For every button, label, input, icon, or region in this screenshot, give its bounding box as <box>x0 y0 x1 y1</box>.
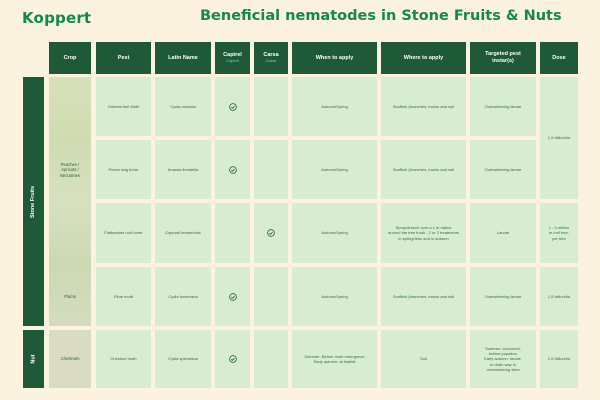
header-latin-name: Latin Name <box>155 42 211 74</box>
header-targeted-pest: Targeted pest instar(s) <box>470 42 536 74</box>
cell-where: Scaffold (branches, trunks and soil <box>381 140 466 199</box>
crop-label-plums: Plums <box>64 293 76 299</box>
cell-pest: Flatheaded root borer <box>96 203 151 263</box>
cell-carpsa <box>254 330 288 388</box>
check-icon <box>229 293 237 301</box>
cell-latin-name: Anarsia lineatella <box>155 140 211 199</box>
check-icon <box>229 355 237 363</box>
cell-where: Spray/drench over a 1 m radius around the tree trunk - 1 or 2 treatments in spring/time and in autumn <box>381 203 466 263</box>
cell-carpsa <box>254 77 288 136</box>
cell-target: Summer: cocooned, before pupation Early autumn: larvae, to drain way in overwintering sites <box>470 330 536 388</box>
cell-when: Autumn/Spring <box>292 77 377 136</box>
cell-capirel <box>215 267 250 326</box>
cell-where: Scaffold (branches, trunks and soil <box>381 77 466 136</box>
cell-when: Autumn/Spring <box>292 267 377 326</box>
cell-pest: Oriental fruit Moth <box>96 77 151 136</box>
cell-pest: Peach twig borer <box>96 140 151 199</box>
check-icon <box>267 229 275 237</box>
cell-where: Scaffold (branches, trunks and soil <box>381 267 466 326</box>
cell-pest: Plum moth <box>96 267 151 326</box>
cell-capirel <box>215 77 250 136</box>
group-label-stone-fruits: Stone Fruits <box>23 77 44 326</box>
cell-capirel <box>215 330 250 388</box>
cell-capirel <box>215 203 250 263</box>
cell-target: Overwintering larvae <box>470 140 536 199</box>
header-crop: Crop <box>49 42 91 74</box>
koppert-logo: Koppert <box>22 9 92 27</box>
crop-label-peaches: Peaches / Apricots / Nectarines <box>59 161 80 178</box>
header-where-to-apply: Where to apply <box>381 42 466 74</box>
cell-carpsa <box>254 140 288 199</box>
header-carpsa: Carsa Carsa <box>254 42 288 74</box>
cell-latin-name: Cydia funebrana <box>155 267 211 326</box>
cell-target: Overwintering larvae <box>470 267 536 326</box>
cell-target: Overwintering larvae <box>470 77 536 136</box>
cell-when: Autumn/Spring <box>292 140 377 199</box>
cell-latin-name: Cydia splendana <box>155 330 211 388</box>
cell-when: Summer: Before moth emergence Early autumn: at leaffall <box>292 330 377 388</box>
cell-pest: Chestnut moth <box>96 330 151 388</box>
cell-carpsa <box>254 267 288 326</box>
cell-dose: 1 - 3 million m /m/l tree, per tree <box>540 203 578 263</box>
cell-latin-name: Capnodi tenebrionis <box>155 203 211 263</box>
cell-carpsa <box>254 203 288 263</box>
cell-capirel <box>215 140 250 199</box>
header-when-to-apply: When to apply <box>292 42 377 74</box>
group-label-nut: Nut <box>23 330 44 388</box>
cell-dose: 1,5 billion/ha <box>540 267 578 326</box>
cell-dose: 1,5 billion/ha <box>540 77 578 199</box>
cell-latin-name: Cydia molesta <box>155 77 211 136</box>
check-icon <box>229 166 237 174</box>
crop-label-chestnuts: Chestnuts <box>60 356 80 362</box>
cell-dose: 1,5 billion/ha <box>540 330 578 388</box>
header-pest: Pest <box>96 42 151 74</box>
cell-when: Autumn/Spring <box>292 203 377 263</box>
check-icon <box>229 103 237 111</box>
cell-where: Soil <box>381 330 466 388</box>
cell-target: Larvae <box>470 203 536 263</box>
header-capirel: Capirel Capirel <box>215 42 250 74</box>
header-dose: Dose <box>540 42 578 74</box>
page-title: Beneficial nematodes in Stone Fruits & Nuts <box>200 8 562 24</box>
